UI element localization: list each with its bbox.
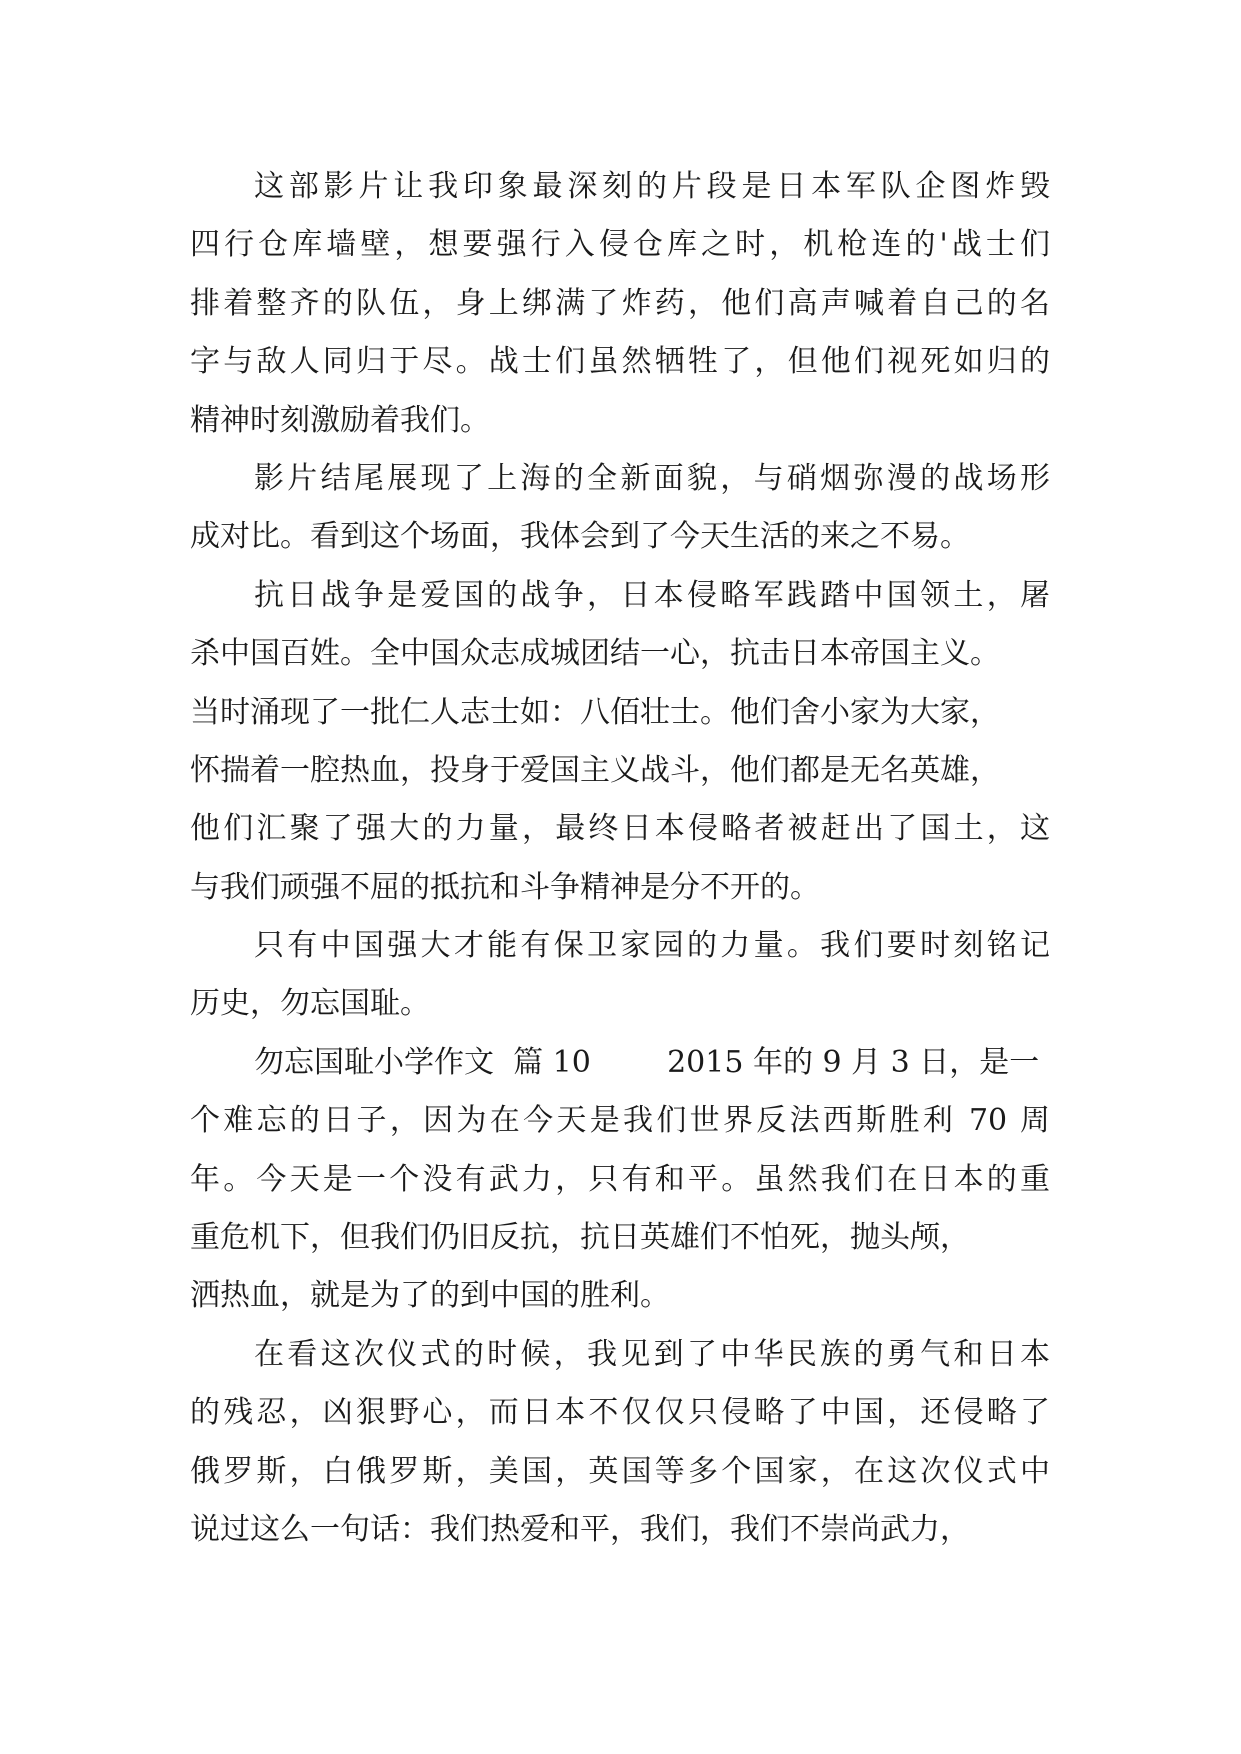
paragraph-line: 说过这么一句话：我们热爱和平，我们，我们不崇尚武力， <box>190 1511 970 1547</box>
paragraph-line: 怀揣着一腔热血，投身于爱国主义战斗，他们都是无名英雄， <box>190 752 1000 788</box>
paragraph-line: 杀中国百姓。全中国众志成城团结一心，抗击日本帝国主义。 <box>190 636 1000 672</box>
paragraph-line: 这部影片让我印象最深刻的片段是日本军队企图炸毁 <box>254 169 1050 204</box>
paragraph-line: 影片结尾展现了上海的全新面貌，与硝烟弥漫的战场形 <box>254 460 1050 496</box>
paragraph-line: 只有中国强大才能有保卫家园的力量。我们要时刻铭记 <box>254 928 1050 964</box>
paragraph-line: 在看这次仪式的时候，我见到了中华民族的勇气和日本 <box>254 1336 1050 1372</box>
paragraph-line: 排着整齐的队伍，身上绑满了炸药，他们高声喊着自己的名 <box>190 285 1050 321</box>
paragraph-line: 成对比。看到这个场面，我体会到了今天生活的来之不易。 <box>190 519 970 555</box>
paragraph-line: 勿忘国耻小学作文 篇 10 2015 年的 9 月 3 日，是一 <box>254 1044 1040 1080</box>
paragraph-line: 他们汇聚了强大的力量，最终日本侵略者被赶出了国土，这 <box>190 811 1050 847</box>
paragraph-line: 精神时刻激励着我们。 <box>190 402 490 438</box>
paragraph-line: 个难忘的日子，因为在今天是我们世界反法西斯胜利 70 周 <box>190 1103 1050 1139</box>
paragraph-line: 重危机下，但我们仍旧反抗，抗日英雄们不怕死，抛头颅， <box>190 1220 970 1256</box>
paragraph-line: 历史，勿忘国耻。 <box>190 986 430 1022</box>
paragraph-line: 四行仓库墙壁，想要强行入侵仓库之时，机枪连的'战士们 <box>190 227 1050 263</box>
paragraph-line: 洒热血，就是为了的到中国的胜利。 <box>190 1278 670 1314</box>
document-body <box>190 158 1050 1559</box>
paragraph-line: 抗日战争是爱国的战争，日本侵略军践踏中国领土，屠 <box>254 577 1050 613</box>
paragraph-line: 当时涌现了一批仁人志士如：八佰壮士。他们舍小家为大家， <box>190 694 1000 730</box>
paragraph-line: 俄罗斯，白俄罗斯，美国，英国等多个国家，在这次仪式中 <box>190 1453 1050 1489</box>
paragraph-line: 字与敌人同归于尽。战士们虽然牺牲了，但他们视死如归的 <box>190 344 1050 380</box>
paragraph-line: 的残忍，凶狠野心，而日本不仅仅只侵略了中国，还侵略了 <box>190 1395 1050 1431</box>
paragraph-line: 年。今天是一个没有武力，只有和平。虽然我们在日本的重 <box>190 1161 1050 1197</box>
paragraph-line: 与我们顽强不屈的抵抗和斗争精神是分不开的。 <box>190 869 820 905</box>
